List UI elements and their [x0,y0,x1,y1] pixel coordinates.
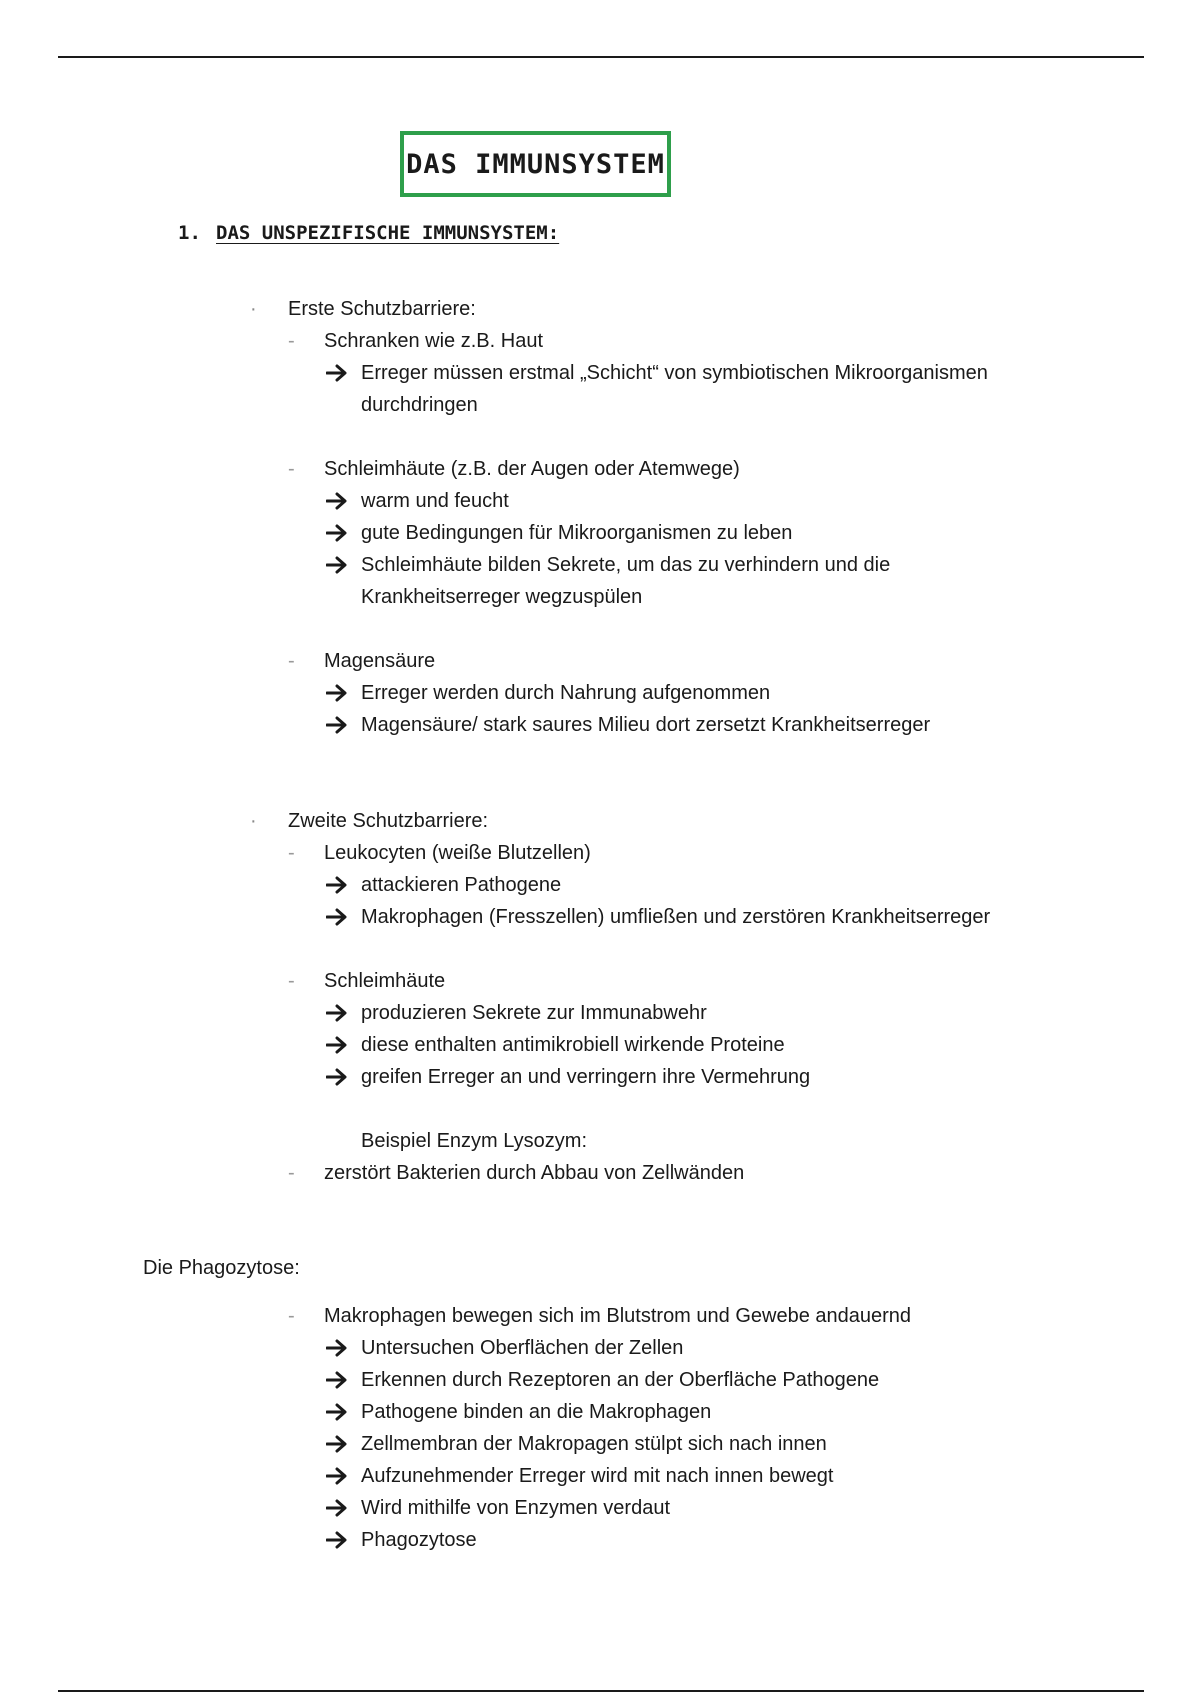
leuko-point: Makrophagen (Fresszellen) umfließen und zerstören Krankheitserreger [361,906,991,928]
phago-point: Aufzunehmender Erreger wird mit nach innen bewegt [361,1465,834,1487]
phago-point: Wird mithilfe von Enzymen verdaut [361,1497,671,1519]
schleim2-point: greifen Erreger an und verringern ihre Vermehrung [361,1066,811,1088]
magen-point: Magensäure/ stark saures Milieu dort zersetzt Krankheitserreger [361,714,931,736]
phago-point: Phagozytose [361,1529,477,1551]
section-number: 1. [178,222,201,244]
dash-marker: - [288,842,295,864]
arrow-right-icon [326,1339,348,1357]
zweite-heading: Zweite Schutzbarriere: [288,810,489,832]
arrow-right-icon [326,684,348,702]
arrow-right-icon [326,364,348,382]
dash-marker: - [288,458,295,480]
bullet-marker: · [250,298,257,320]
schleim2-point: diese enthalten antimikrobiell wirkende Proteine [361,1034,785,1056]
arrow-right-icon [326,1068,348,1086]
schleim-point: Schleimhäute bilden Sekrete, um das zu verhindern und die [361,554,891,576]
haut-label: Schranken wie z.B. Haut [324,330,543,352]
schleim-point: warm und feucht [361,490,509,512]
arrow-right-icon [326,1435,348,1453]
arrow-right-icon [326,908,348,926]
dash-marker: - [288,970,295,992]
erste-heading: Erste Schutzbarriere: [288,298,476,320]
example-text: zerstört Bakterien durch Abbau von Zellwänden [324,1162,745,1184]
arrow-right-icon [326,1499,348,1517]
haut-point: Erreger müssen erstmal „Schicht“ von symbiotischen Mikroorganismen [361,362,988,384]
schleim2-label: Schleimhäute [324,970,446,992]
arrow-right-icon [326,556,348,574]
leuko-point: attackieren Pathogene [361,874,562,896]
magen-label: Magensäure [324,650,436,672]
schleim-label: Schleimhäute (z.B. der Augen oder Atemwege) [324,458,740,480]
haut-point: durchdringen [361,394,478,416]
arrow-right-icon [326,1371,348,1389]
phago-label: Makrophagen bewegen sich im Blutstrom und Gewebe andauernd [324,1305,912,1327]
top-rule [58,56,1144,58]
arrow-right-icon [326,1004,348,1022]
phago-heading: Die Phagozytose: [143,1257,300,1279]
bottom-rule [58,1690,1144,1692]
arrow-right-icon [326,1467,348,1485]
example-label: Beispiel Enzym Lysozym: [361,1130,587,1152]
section-title: DAS UNSPEZIFISCHE IMMUNSYSTEM: [216,222,560,244]
phago-point: Untersuchen Oberflächen der Zellen [361,1337,684,1359]
schleim2-point: produzieren Sekrete zur Immunabwehr [361,1002,707,1024]
magen-point: Erreger werden durch Nahrung aufgenommen [361,682,771,704]
page-title: DAS IMMUNSYSTEM [400,131,671,197]
dash-marker: - [288,1305,295,1327]
arrow-right-icon [326,716,348,734]
bullet-marker: · [250,810,257,832]
arrow-right-icon [326,1403,348,1421]
phago-point: Erkennen durch Rezeptoren an der Oberfläche Pathogene [361,1369,880,1391]
dash-marker: - [288,330,295,352]
arrow-right-icon [326,524,348,542]
phago-point: Pathogene binden an die Makrophagen [361,1401,712,1423]
phago-point: Zellmembran der Makropagen stülpt sich nach innen [361,1433,827,1455]
schleim-point: gute Bedingungen für Mikroorganismen zu leben [361,522,793,544]
arrow-right-icon [326,1036,348,1054]
section-heading [178,222,559,244]
arrow-right-icon [326,876,348,894]
leuko-label: Leukocyten (weiße Blutzellen) [324,842,591,864]
schleim-point: Krankheitserreger wegzuspülen [361,586,643,608]
arrow-right-icon [326,492,348,510]
arrow-right-icon [326,1531,348,1549]
dash-marker: - [288,650,295,672]
dash-marker: - [288,1162,295,1184]
